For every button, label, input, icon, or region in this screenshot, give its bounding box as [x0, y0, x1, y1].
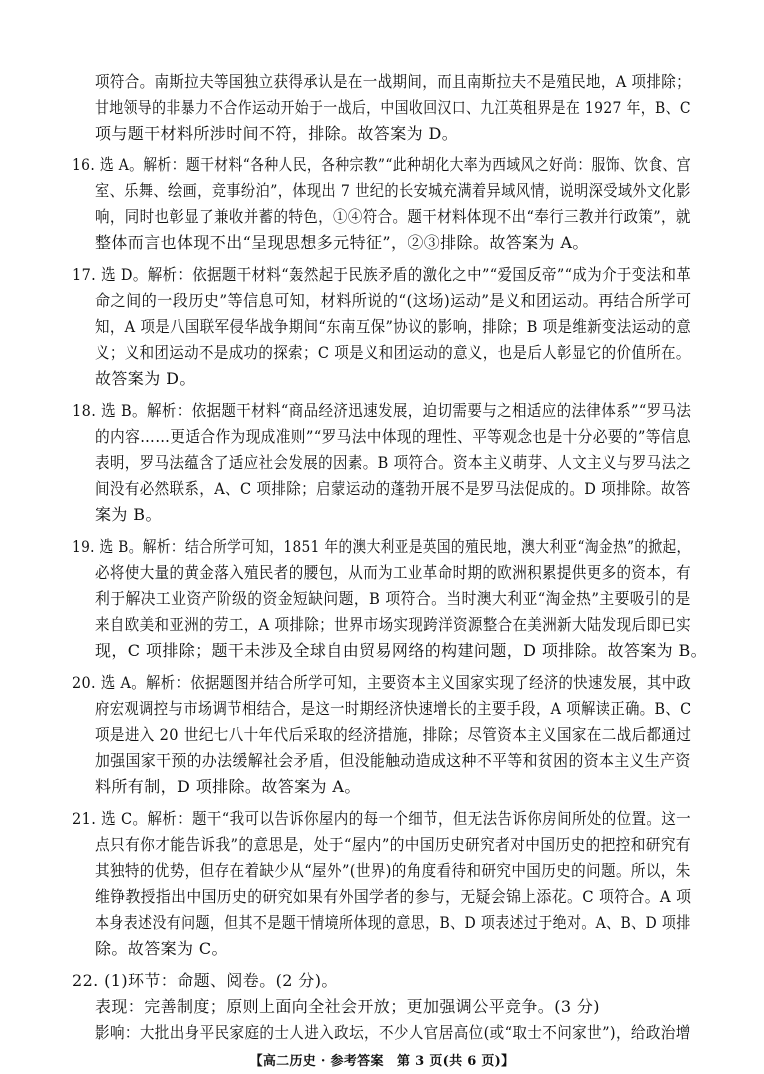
- text-line: 20. 选 A。解析：依据题图并结合所学可知，主要资本主义国家实现了经济的快速发展，其中政: [72, 673, 692, 692]
- page-footer: 【高二历史 · 参考答案 第 3 页(共 6 页)】: [249, 1054, 515, 1069]
- text-line: 府宏观调控与市场调节相结合，是这一时期经济快速增长的主要手段，A 项解读正确。B、C: [95, 699, 692, 718]
- text-line: 影响：大批出身平民家庭的士人进入政坛，不少人官居高位(或“取士不问家世”)，给政治增: [95, 1023, 691, 1042]
- text-line: 其独特的优势，但存在着缺少从“屋外”(世界)的角度看待和研究中国历史的问题。所以，朱: [95, 861, 691, 880]
- text-line: 故答案为 D。: [95, 369, 196, 388]
- text-line: 来自欧美和亚洲的劳工，A 项排除；世界市场实现跨洋资源整合在美洲新大陆发现后即已实: [95, 615, 692, 634]
- text-line: 的内容……更适合作为现成准则”“罗马法中体现的理性、平等观念也是十分必要的”等信息: [95, 427, 691, 446]
- text-line: 室、乐舞、绘画，竞事纷泊”，体现出 7 世纪的长安城充满着异域风情，说明深受域外文化影: [95, 181, 691, 200]
- text-line: 现，C 项排除；题干未涉及全球自由贸易网络的构建问题，D 项排除。故答案为 B。: [95, 641, 708, 660]
- text-line: 案为 B。: [95, 505, 162, 524]
- text-line: 17. 选 D。解析：依据题干材料“轰然起于民族矛盾的激化之中”“爱国反帝”“成为介于变法和革: [72, 265, 692, 284]
- text-line: 表现：完善制度；原则上面向全社会开放；更加强调公平竞争。(3 分): [95, 997, 600, 1016]
- text-line: 加强国家干预的办法缓解社会矛盾，但没能触动造成这种不平等和贫困的资本主义生产资: [95, 751, 691, 770]
- text-line: 必将使大量的黄金落入殖民者的腰包，从而为工业革命时期的欧洲积累提供更多的资本，有: [95, 563, 692, 582]
- text-line: 22. (1)环节：命题、阅卷。(2 分)。: [72, 971, 338, 990]
- text-line: 利于解决工业资产阶级的资金短缺问题，B 项符合。当时澳大利亚“淘金热”主要吸引的是: [95, 589, 691, 608]
- text-line: 维铮教授指出中国历史的研究如果有外国学者的参与，无疑会锦上添花。C 项符合。A 项: [95, 887, 692, 906]
- text-line: 命之间的一段历史”等信息可知，材料所说的“(这场)运动”是义和团运动。再结合所学可: [95, 291, 692, 310]
- text-line: 项与题干材料所涉时间不符，排除。故答案为 D。: [95, 124, 459, 143]
- text-line: 16. 选 A。解析：题干材料“各种人民，各种宗教”“此种胡化大率为西域风之好尚：服饰、饮食、宫: [72, 155, 691, 174]
- text-line: 18. 选 B。解析：依据题干材料“商品经济迅速发展，迫切需要与之相适应的法律体系”“罗马法: [72, 401, 692, 420]
- text-line: 点只有你才能告诉我”的意思是，处于“屋内”的中国历史研究者对中国历史的把控和研究有: [95, 835, 691, 854]
- text-line: 除。故答案为 C。: [95, 939, 228, 958]
- text-line: 义；义和团运动不是成功的探索；C 项是义和团运动的意义，也是后人彰显它的价值所在。: [95, 343, 691, 362]
- text-line: 21. 选 C。解析：题干“我可以告诉你屋内的每一个细节，但无法告诉你房间所处的位置。这一: [72, 809, 692, 828]
- text-line: 响，同时也彰显了兼收并蓄的特色，①④符合。题干材料体现不出“奉行三教并行政策”，就: [95, 207, 691, 226]
- text-line: 知，A 项是八国联军侵华战争期间“东南互保”协议的影响，排除；B 项是维新变法运动的意: [95, 317, 692, 336]
- text-line: 项是进入 20 世纪七八十年代后采取的经济措施，排除；尽管资本主义国家在二战后都通过: [95, 725, 692, 744]
- text-line: 料所有制，D 项排除。故答案为 A。: [95, 777, 361, 796]
- text-line: 间没有必然联系，A、C 项排除；启蒙运动的蓬勃开展不是罗马法促成的。D 项排除。故答: [95, 479, 691, 498]
- text-line: 本身表述没有问题，但其不是题干情境所体现的意思，B、D 项表述过于绝对。A、B、D 项排: [95, 913, 691, 932]
- text-line: 甘地领导的非暴力不合作运动开始于一战后，中国收回汉口、九江英租界是在 1927 年，B、C: [95, 98, 691, 117]
- text-line: 19. 选 B。解析：结合所学可知，1851 年的澳大利亚是英国的殖民地，澳大利亚“淘金热”的掀起，: [72, 537, 691, 556]
- text-line: 整体而言也体现不出“呈现思想多元特征”，②③排除。故答案为 A。: [95, 233, 589, 252]
- text-line: 表明，罗马法蕴含了适应社会发展的因素。B 项符合。资本主义萌芽、人文主义与罗马法之: [95, 453, 692, 472]
- text-line: 项符合。南斯拉夫等国独立获得承认是在一战期间，而且南斯拉夫不是殖民地，A 项排除；: [95, 72, 692, 91]
